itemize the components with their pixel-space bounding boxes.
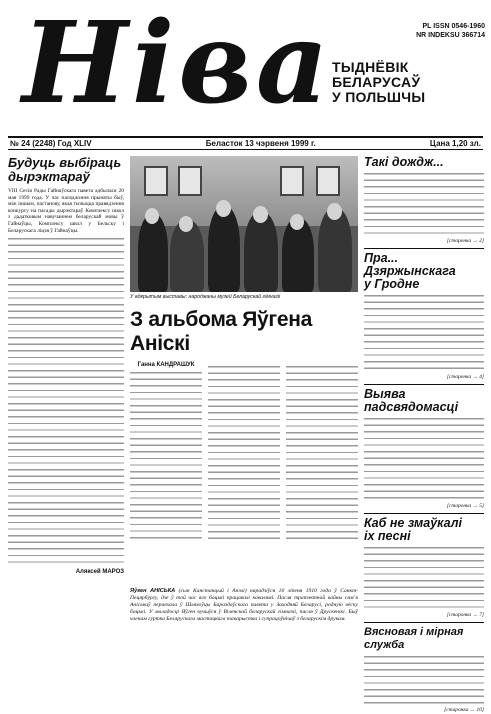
center-byline: Ганна КАНДРАШУК [137, 362, 195, 368]
tagline-line: У ПОЛЬШЧЫ [332, 89, 426, 105]
left-article-author: Аляксей МАРОЗ [75, 569, 124, 576]
issue-price: Цана 1,20 зл. [429, 139, 481, 148]
center-column [130, 156, 358, 706]
headline-line: дырэктараў [8, 169, 90, 184]
headline-line: Каб не змаўкалі [364, 516, 463, 530]
issue-date: Беласток 13 чэрвеня 1999 г. [205, 139, 316, 148]
issue-bar [8, 136, 483, 150]
headline-line: іх песні [364, 529, 411, 543]
page-reference: [старонка → 10] [444, 707, 484, 713]
left-headline [8, 156, 124, 184]
tagline-line: ТЫДНЁВІК [332, 59, 409, 75]
photo-caption: У адкрытым выставы: народжаны музей Беларускай гімназіі [130, 294, 281, 300]
left-article-lead: VIII Сесія Рады Гайнаўскага павета адбылася 20 мая 1999 года. У час пасяджэння прыняты быў, між іншым, пастанову, якая тычыцца правядзення конкурсу на пасады дырэктараў Комплексу школ з дадатковым навучаннем беларускай мовы ў Гайнаўцы, Комплексу школ у Бельску і Беларускага ліцэя ў Гайнаўцы. [8, 188, 124, 234]
teaser-item[interactable] [364, 513, 484, 618]
masthead [0, 0, 491, 132]
teaser-headline: Вясновая і мірная служба [364, 626, 464, 651]
issn-block [365, 22, 485, 40]
page-reference: [старонка → 5] [446, 503, 484, 509]
page-reference: [старонка → 2] [446, 238, 484, 244]
bio-paragraph [130, 588, 358, 623]
teaser-text [364, 293, 484, 373]
teaser-item[interactable] [364, 622, 484, 713]
issue-number: № 24 (2248) Год XLIV [10, 139, 92, 148]
center-article-text [130, 370, 202, 542]
teaser-item[interactable] [364, 248, 484, 380]
index-number: NR INDEKSU 366714 [416, 32, 485, 39]
bio-name: Яўген АНІСЬКА [130, 588, 176, 594]
teaser-text [364, 171, 484, 237]
center-article-text [286, 364, 358, 542]
page-reference: [старонка → 4] [446, 374, 484, 380]
headline-line: у Гродне [364, 277, 420, 291]
issn-number: PL ISSN 0546-1960 [422, 23, 485, 30]
tagline-line: БЕЛАРУСАЎ [332, 74, 421, 90]
teaser-text [364, 416, 484, 502]
headline-line: Пра... Дзяржынскага [364, 251, 456, 278]
teaser-headline: Такі дождж... [364, 155, 444, 169]
teaser-headline [364, 252, 484, 291]
teaser-item[interactable] [364, 384, 484, 509]
teaser-text [364, 654, 484, 706]
exhibition-photo [130, 156, 358, 292]
tagline [332, 60, 482, 105]
teaser-headline [364, 517, 484, 543]
center-article-columns [130, 362, 358, 542]
page-reference: [старонка → 7] [446, 612, 484, 618]
center-article-text [208, 364, 280, 542]
teaser-text [364, 545, 484, 611]
center-article-col [130, 362, 202, 542]
left-column [8, 156, 124, 706]
bio-text: (сын Канстанцый і Анэлі) нарадзіўся 10 ліпеня 1910 года ў Санкт-Пецярбургу, дзе ў той час яго бацькі працавалі кавалямі. Пасля тратэктнай вайны сям’я Аніськаў пераехала ў Шляхоўцы Бараздаўскага павета у Заходняй Беларусі, родную вёску бацькі. У маладосці Яўген вучыўся ў Віленскай беларускай гімназіі, пасля ў Друскенікі. Быў членам гуртка Беларускага мастацкага таварыства і супрацоўнічаў з беларускім друкам. [130, 588, 358, 622]
center-article-col [208, 362, 280, 542]
right-column [364, 155, 484, 713]
center-article-col [286, 362, 358, 542]
left-article-body [8, 236, 124, 566]
teaser-headline: Выява падсвядомасці [364, 387, 459, 414]
teaser-item[interactable] [364, 156, 484, 244]
center-headline: З альбома Яўгена Анiскi [130, 308, 312, 355]
newspaper-title: Ніва [22, 0, 333, 129]
headline-line: Будуць выбіраць [8, 155, 122, 170]
